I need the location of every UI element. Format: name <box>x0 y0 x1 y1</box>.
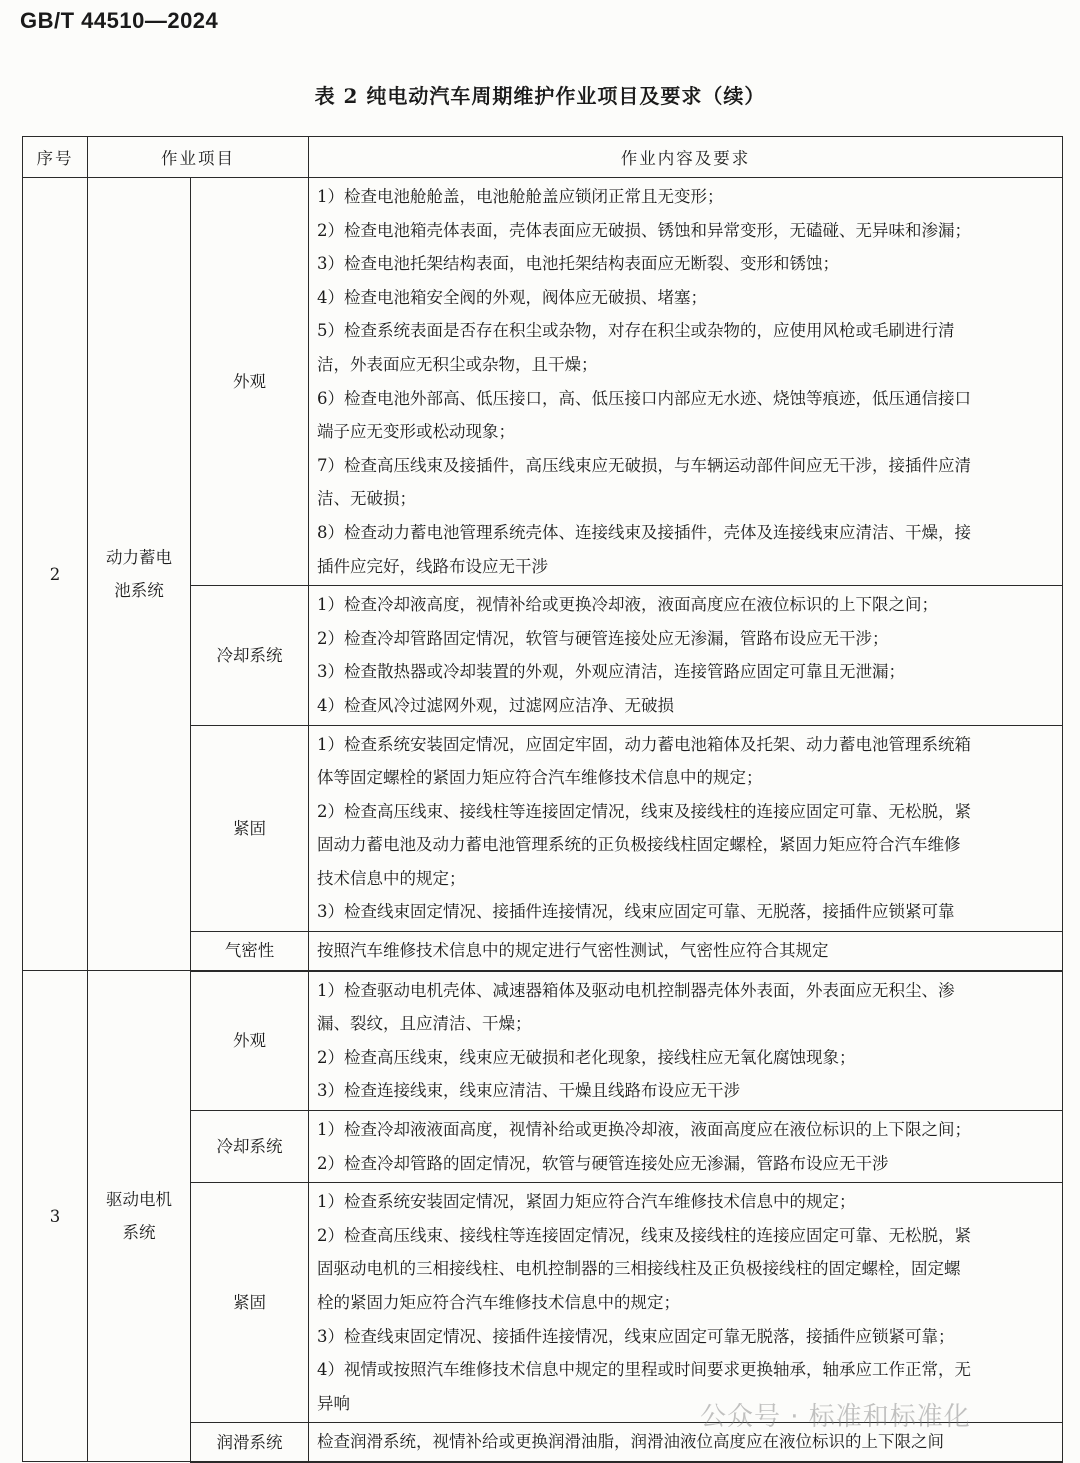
subitem-cell: 紧固 <box>191 725 309 932</box>
requirement-line: 异响 <box>317 1393 350 1413</box>
table-row <box>23 971 1063 1111</box>
maintenance-table <box>22 136 1063 1463</box>
requirement-line: 端子应无变形或松动现象； <box>317 422 515 442</box>
table-header-row <box>23 137 1063 178</box>
requirement-line: 1）检查电池舱舱盖，电池舱舱盖应锁闭正常且无变形； <box>317 187 724 206</box>
requirement-line: 6）检查电池外部高、低压接口，高、低压接口内部应无水迹、烧蚀等痕迹，低压通信接口 <box>317 388 971 408</box>
requirement-line: 1）检查系统安装固定情况，应固定牢固，动力蓄电池箱体及托架、动力蓄电池管理系统箱 <box>317 734 971 754</box>
content-cell <box>309 1111 1063 1183</box>
seq-cell: 2 <box>23 178 88 971</box>
requirement-line: 1）检查驱动电机壳体、减速器箱体及驱动电机控制器壳体外表面，外表面应无积尘、渗 <box>317 980 955 1000</box>
requirement-line: 固驱动电机的三相接线柱、电机控制器的三相接线柱及正负极接线柱的固定螺栓，固定螺 <box>317 1259 961 1279</box>
requirement-line: 3）检查电池托架结构表面，电池托架结构表面应无断裂、变形和锈蚀； <box>317 254 839 274</box>
table-title: 表 2 纯电动汽车周期维护作业项目及要求（续） <box>314 84 766 108</box>
header-item: 作业项目 <box>88 137 309 178</box>
content-cell <box>309 971 1063 1111</box>
requirement-line: 漏、裂纹，且应清洁、干燥； <box>317 1014 532 1034</box>
header-content: 作业内容及要求 <box>309 137 1063 178</box>
requirement-line: 按照汽车维修技术信息中的规定进行气密性测试，气密性应符合其规定 <box>317 941 829 961</box>
requirement-line: 固动力蓄电池及动力蓄电池管理系统的正负极接线柱固定螺栓，紧固力矩应符合汽车维修 <box>317 835 961 855</box>
requirement-line: 3）检查线束固定情况、接插件连接情况，线束应固定可靠、无脱落，接插件应锁紧可靠 <box>317 902 955 922</box>
subitem-cell: 紧固 <box>191 1183 309 1423</box>
requirement-line: 洁，外表面应无积尘或杂物，且干燥； <box>317 354 598 374</box>
subitem-cell: 外观 <box>191 178 309 586</box>
requirement-line: 2）检查电池箱壳体表面，壳体表面应无破损、锈蚀和异常变形，无磕碰、无异味和渗漏； <box>317 220 971 240</box>
content-cell <box>309 725 1063 932</box>
content-cell <box>309 932 1063 971</box>
requirement-line: 3）检查散热器或冷却装置的外观，外观应清洁，连接管路应固定可靠且无泄漏； <box>317 662 905 682</box>
requirement-line: 2）检查高压线束，线束应无破损和老化现象，接线柱应无氧化腐蚀现象； <box>317 1047 856 1067</box>
system-cell: 驱动电机系统 <box>88 971 191 1462</box>
content-cell <box>309 586 1063 725</box>
table-body <box>23 178 1063 1462</box>
subitem-cell: 冷却系统 <box>191 586 309 725</box>
requirement-line: 洁、无破损； <box>317 489 416 509</box>
requirement-line: 2）检查高压线束、接线柱等连接固定情况，线束及接线柱的连接应固定可靠、无松脱，紧 <box>317 801 971 821</box>
standard-code: GB/T 44510—2024 <box>20 8 219 33</box>
requirement-line: 2）检查冷却管路固定情况，软管与硬管连接处应无渗漏，管路布设应无干涉； <box>317 628 889 648</box>
subitem-cell: 润滑系统 <box>191 1423 309 1462</box>
requirement-line: 7）检查高压线束及接插件，高压线束应无破损，与车辆运动部件间应无干涉，接插件应清 <box>317 455 971 475</box>
requirement-line: 技术信息中的规定； <box>317 868 466 888</box>
requirement-line: 1）检查系统安装固定情况，紧固力矩应符合汽车维修技术信息中的规定； <box>317 1192 856 1212</box>
requirement-line: 1）检查冷却液高度，视情补给或更换冷却液，液面高度应在液位标识的上下限之间； <box>317 595 938 615</box>
requirement-line: 栓的紧固力矩应符合汽车维修技术信息中的规定； <box>317 1293 680 1312</box>
requirement-line: 2）检查冷却管路的固定情况，软管与硬管连接处应无渗漏，管路布设应无干涉 <box>317 1153 889 1173</box>
subitem-cell: 冷却系统 <box>191 1111 309 1183</box>
requirement-line: 检查润滑系统，视情补给或更换润滑油脂，润滑油液位高度应在液位标识的上下限之间 <box>317 1432 944 1452</box>
system-cell: 动力蓄电池系统 <box>88 178 191 971</box>
requirement-line: 5）检查系统表面是否存在积尘或杂物，对存在积尘或杂物的，应使用风枪或毛刷进行清 <box>317 321 955 341</box>
requirement-line: 插件应完好，线路布设应无干涉 <box>317 556 548 576</box>
requirement-line: 4）检查风冷过滤网外观，过滤网应洁净、无破损 <box>317 695 674 715</box>
content-cell <box>309 1183 1063 1423</box>
requirement-line: 3）检查连接线束，线束应清洁、干燥且线路布设应无干涉 <box>317 1081 740 1101</box>
requirement-line: 3）检查线束固定情况、接插件连接情况，线束应固定可靠无脱落，接插件应锁紧可靠； <box>317 1326 955 1346</box>
content-cell <box>309 178 1063 586</box>
requirement-line: 2）检查高压线束、接线柱等连接固定情况，线束及接线柱的连接应固定可靠、无松脱，紧 <box>317 1225 971 1245</box>
header-seq: 序号 <box>23 137 88 178</box>
seq-cell: 3 <box>23 971 88 1462</box>
subitem-cell: 气密性 <box>191 932 309 971</box>
subitem-cell: 外观 <box>191 971 309 1111</box>
watermark: 公众号 · 标准和标准化 <box>700 1402 971 1432</box>
requirement-line: 4）视情或按照汽车维修技术信息中规定的里程或时间要求更换轴承，轴承应工作正常，无 <box>317 1360 971 1380</box>
requirement-line: 8）检查动力蓄电池管理系统壳体、连接线束及接插件，壳体及连接线束应清洁、干燥，接 <box>317 522 971 542</box>
requirement-line: 1）检查冷却液液面高度，视情补给或更换冷却液，液面高度应在液位标识的上下限之间； <box>317 1120 971 1140</box>
requirement-line: 4）检查电池箱安全阀的外观，阀体应无破损、堵塞； <box>317 287 707 307</box>
table-row <box>23 178 1063 586</box>
requirement-line: 体等固定螺栓的紧固力矩应符合汽车维修技术信息中的规定； <box>317 768 763 788</box>
